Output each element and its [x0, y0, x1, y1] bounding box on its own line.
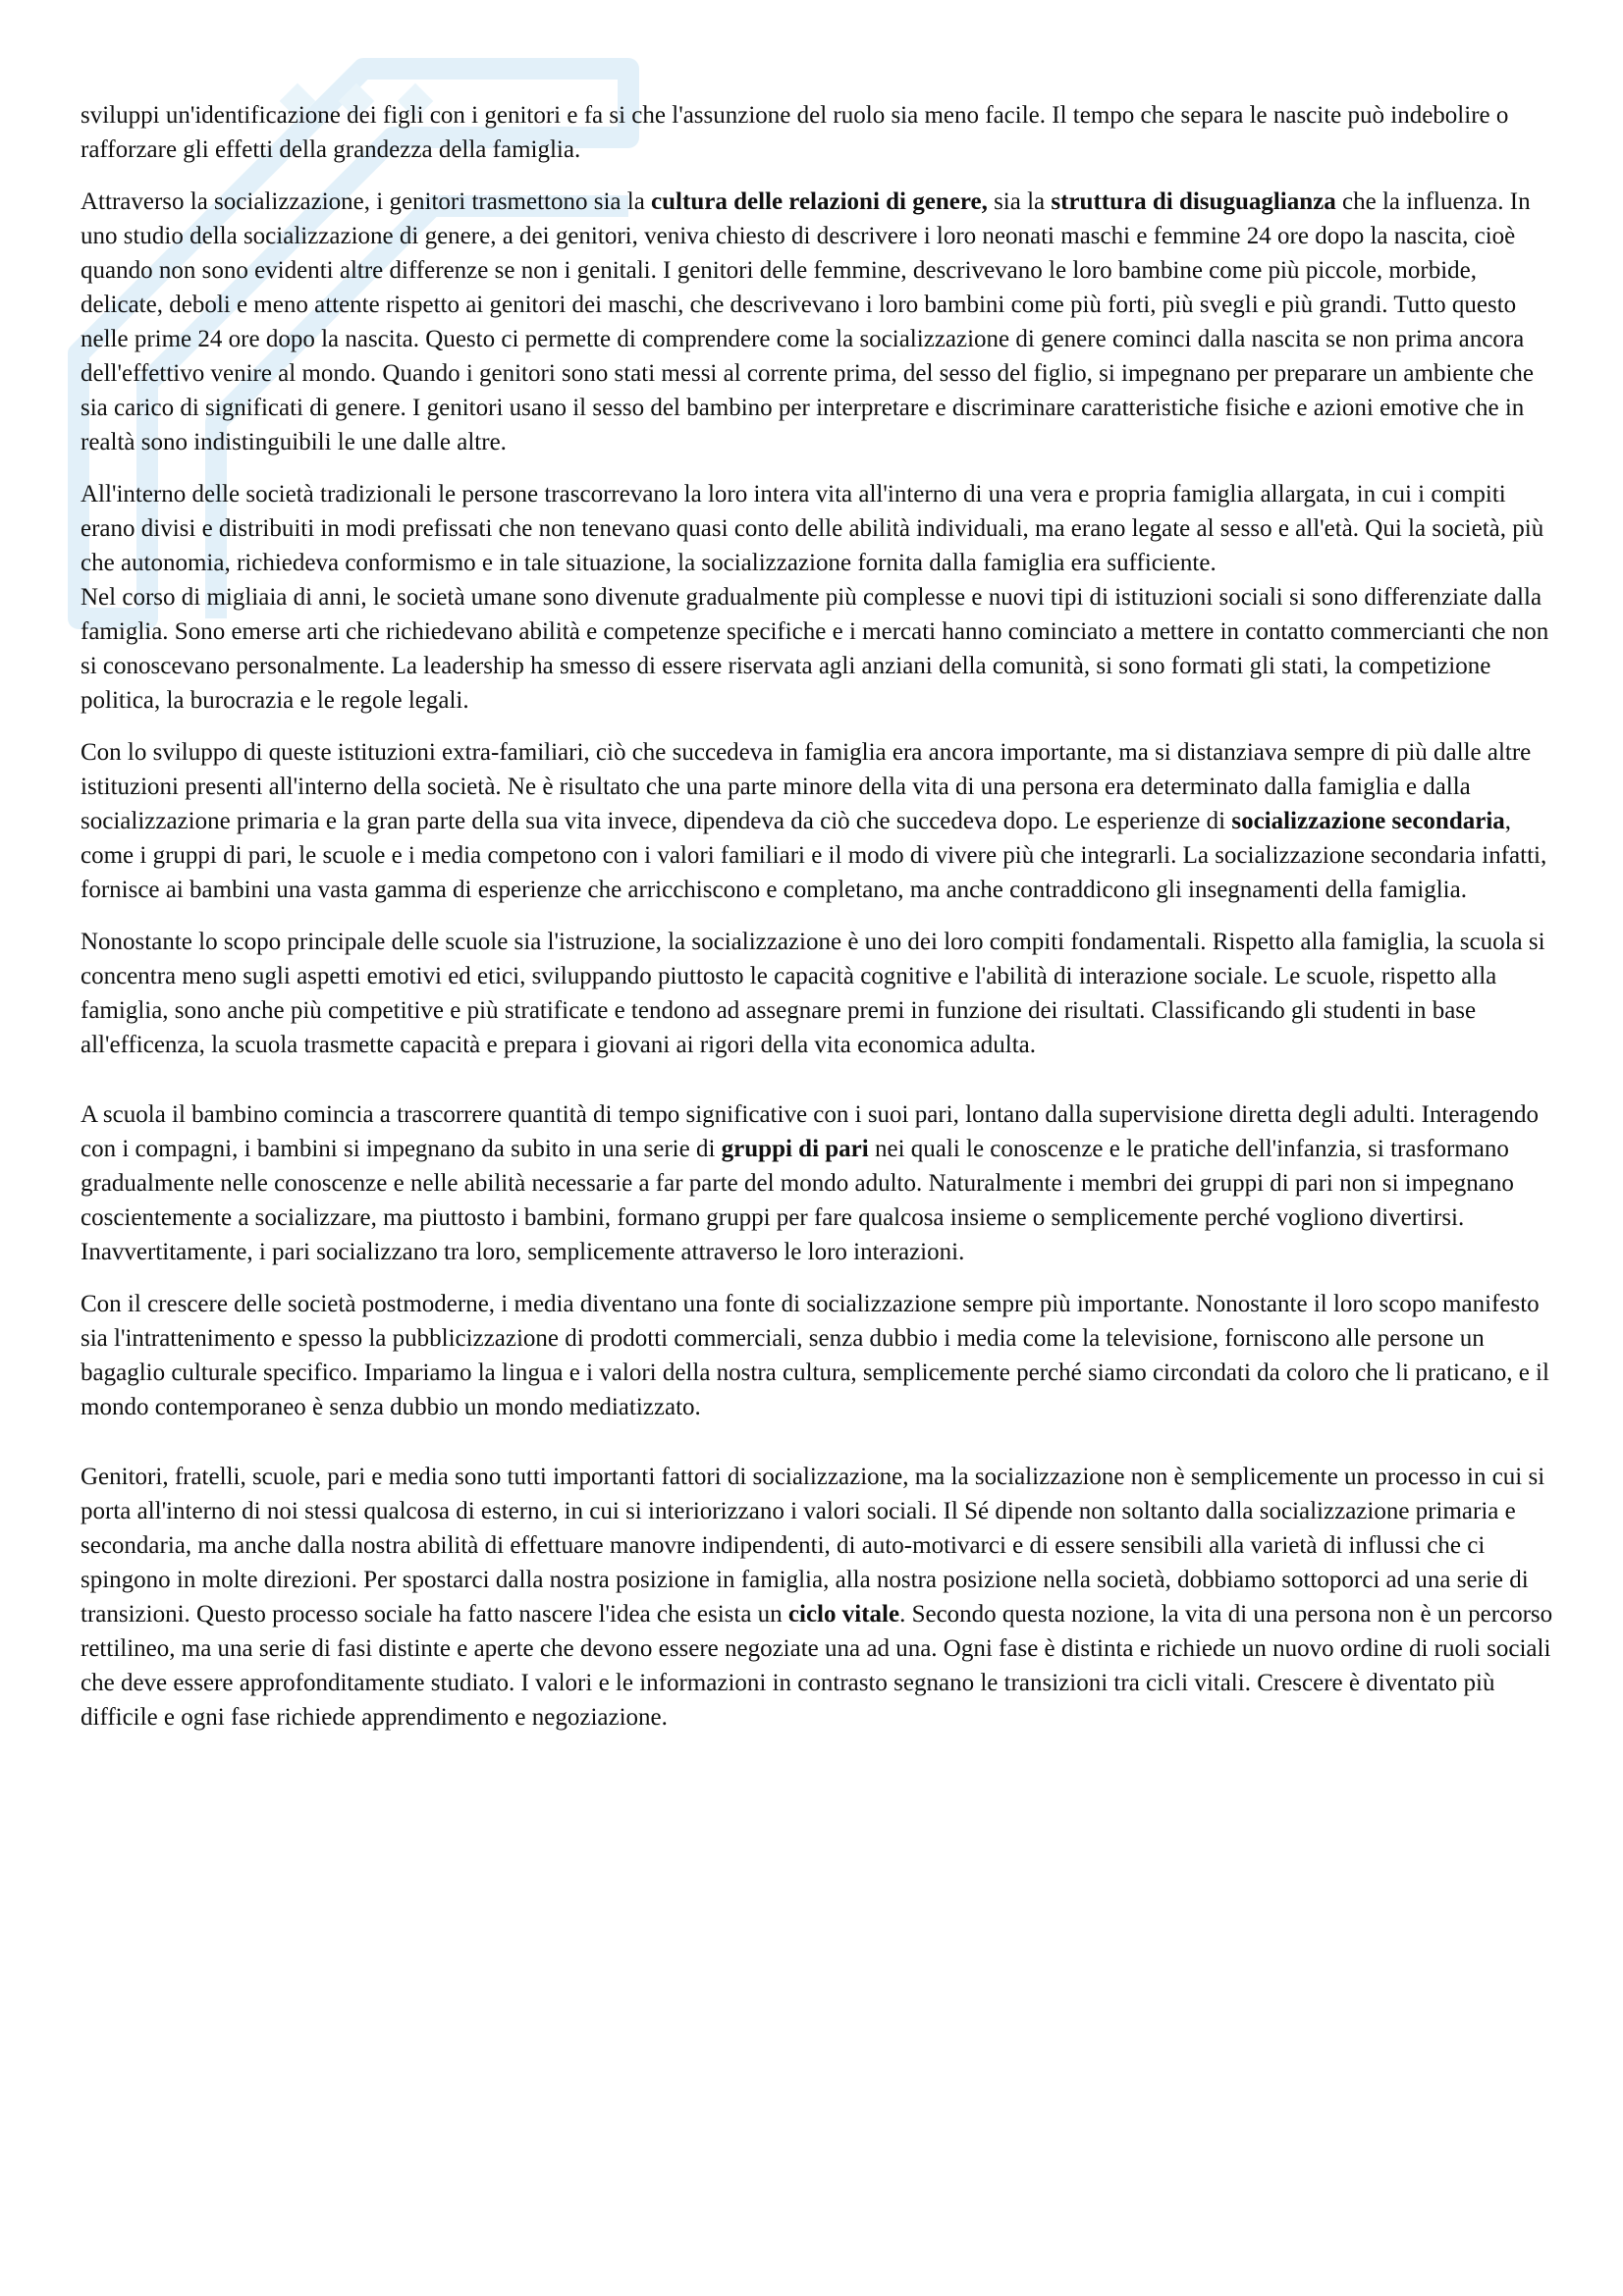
paragraph-5-text-1: Con lo sviluppo di queste istituzioni extra-familiari, ciò che succedeva in famiglia era ancora importante, ma si distanziava sempre di più dalle altre istituzioni presenti all'interno della società. Ne è risultato che una parte minore della vita di una persona era determinato dalla famiglia e dalla socializzazione primaria e la gran parte della sua vita invece, dipendeva da ciò che succedeva dopo. Le esperienze di — [81, 739, 1532, 834]
paragraph-2-text-1: Attraverso la socializzazione, i genitori trasmettono sia la — [81, 188, 652, 215]
paragraph-8: Con il crescere delle società postmoderne, i media diventano una fonte di socializzazione sempre più importante. Nonostante il loro scopo manifesto sia l'intrattenimento e spesso la pubblicizzazione di prodotti commerciali, senza dubbio i media come la televisione, forniscono alle persone un bagaglio culturale specifico. Impariamo la lingua e i valori della nostra cultura, semplicemente perché siamo circondati da coloro che li praticano, e il mondo contemporaneo è senza dubbio un mondo mediatizzato. — [81, 1291, 1549, 1420]
paragraph-2 — [81, 185, 1553, 459]
paragraph-6: Nonostante lo scopo principale delle scuole sia l'istruzione, la socializzazione è uno dei loro compiti fondamentali. Rispetto alla famiglia, la scuola si concentra meno sugli aspetti emotivi ed etici, sviluppando piuttosto le capacità cognitive e l'abilità di interazione sociale. Le scuole, rispetto alla famiglia, sono anche più competitive e più stratificate e tendono ad assegnare premi in funzione dei risultati. Classificando gli studenti in base all'efficenza, la scuola trasmette capacità e prepara i giovani ai rigori della vita economica adulta. — [81, 929, 1545, 1058]
paragraph-1: sviluppi un'identificazione dei figli con i genitori e fa si che l'assunzione del ruolo sia meno facile. Il tempo che separa le nascite può indebolire o rafforzare gli effetti della grandezza della famiglia. — [81, 102, 1509, 163]
paragraph-5 — [81, 735, 1553, 907]
paragraph-4: Nel corso di migliaia di anni, le società umane sono divenute gradualmente più complesse e nuovi tipi di istituzioni sociali si sono differenziate dalla famiglia. Sono emerse arti che richiedevano abilità e competenze specifiche e i mercati hanno cominciato a mettere in contatto commercianti che non si conoscevano personalmente. La leadership ha smesso di essere riservata agli anziani della comunità, si sono formati gli stati, la competizione politica, la burocrazia e le regole legali. — [81, 584, 1549, 714]
paragraph-7 — [81, 1097, 1553, 1269]
blank-line — [81, 1080, 1553, 1097]
paragraph-9-text-1: Genitori, fratelli, scuole, pari e media sono tutti importanti fattori di socializzazione, ma la socializzazione non è semplicemente un processo in cui si porta all'interno di noi stessi qualcosa di esterno, in cui si interiorizzano i valori sociali. Il Sé dipende non soltanto dalla socializzazione primaria e secondaria, ma anche dalla nostra abilità di effettuare manovre indipendenti, di auto-motivarci e di essere sensibili alla varietà di influssi che ci spingono in molte direzioni. Per spostarci dalla nostra posizione in famiglia, alla nostra posizione nella società, dobbiamo sottoporci ad una serie di transizioni. Questo processo sociale ha fatto nascere l'idea che esista un — [81, 1464, 1545, 1628]
paragraph-7-text-1: A scuola il bambino comincia a trascorrere quantità di tempo significative con i suoi pari, lontano dalla supervisione diretta degli adulti. Interagendo con i compagni, i bambini si impegnano da subito in una serie di — [81, 1101, 1539, 1162]
paragraph-7-text-2: nei quali le conoscenze e le pratiche dell'infanzia, si trasformano gradualmente nelle conoscenze e nelle abilità necessarie a far parte del mondo adulto. Naturalmente i membri dei gruppi di pari non si impegnano coscientemente a socializzare, ma piuttosto i bambini, formano gruppi per fare qualcosa insieme o semplicemente perché vogliono divertirsi. Inavvertitamente, i pari socializzano tra loro, semplicemente attraverso le loro interazioni. — [81, 1136, 1514, 1265]
paragraph-9-text-2: . Secondo questa nozione, la vita di una persona non è un percorso rettilineo, ma una serie di fasi distinte e aperte che devono essere negoziate una ad una. Ogni fase è distinta e richiede un nuovo ordine di ruoli sociali che deve essere approfonditamente studiato. I valori e le informazioni in contrasto segnano le transizioni tra cicli vitali. Crescere è diventato più difficile e ogni fase richiede apprendimento e negoziazione. — [81, 1601, 1553, 1731]
paragraph-3: All'interno delle società tradizionali le persone trascorrevano la loro intera vita all'interno di una vera e propria famiglia allargata, in cui i compiti erano divisi e distribuiti in modi prefissati che non tenevano quasi conto delle abilità individuali, ma erano legate al sesso e all'età. Qui la società, più che autonomia, richiedeva conformismo e in tale situazione, la socializzazione fornita dalla famiglia era sufficiente. — [81, 481, 1544, 576]
paragraph-2-text-3: che la influenza. In uno studio della socializzazione di genere, a dei genitori, veniva chiesto di descrivere i loro neonati maschi e femmine 24 ore dopo la nascita, cioè quando non sono evidenti altre differenze se non i genitali. I genitori delle femmine, descrivevano le loro bambine come più piccole, morbide, delicate, deboli e meno attente rispetto ai genitori dei maschi, che descrivevano i loro bambini come più forti, più svegli e più grandi. Tutto questo nelle prime 24 ore dopo la nascita. Questo ci permette di comprendere come la socializzazione di genere cominci dalla nascita se non prima ancora dell'effettivo venire al mondo. Quando i genitori sono stati messi al corrente prima, del sesso del figlio, si impegnano per preparare un ambiente che sia carico di significati di genere. I genitori usano il sesso del bambino per interpretare e discriminare caratteristiche fisiche e azioni emotive che in realtà sono indistinguibili le une dalle altre. — [81, 188, 1534, 455]
paragraph-5-bold-1: socializzazione secondaria — [1231, 808, 1505, 834]
paragraph-5-text-2: , come i gruppi di pari, le scuole e i media competono con i valori familiari e il modo di vivere più che integrarli. La socializzazione secondaria infatti, fornisce ai bambini una vasta gamma di esperienze che arricchiscono e completano, ma anche contraddicono gli insegnamenti della famiglia. — [81, 808, 1547, 903]
document-body — [81, 98, 1553, 1752]
paragraph-2-bold-1: cultura delle relazioni di genere, — [651, 188, 988, 215]
paragraph-7-bold-1: gruppi di pari — [721, 1136, 869, 1162]
paragraph-9-bold-1: ciclo vitale — [787, 1601, 900, 1628]
paragraph-2-bold-2: struttura di disuguaglianza — [1051, 188, 1336, 215]
blank-line — [81, 1442, 1553, 1460]
paragraph-9 — [81, 1460, 1553, 1735]
paragraph-2-text-2: sia la — [987, 188, 1052, 215]
